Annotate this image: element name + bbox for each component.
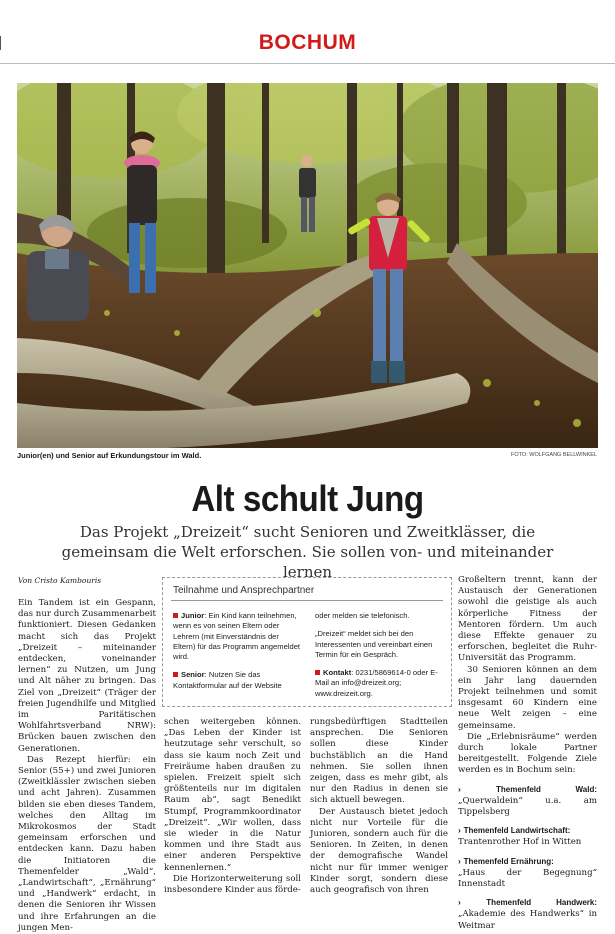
themenfeld-item xyxy=(458,897,597,932)
arrow-icon: › xyxy=(458,897,461,908)
bullet-square-icon xyxy=(173,613,178,618)
paragraph: Die „Erlebnisräume“ werden durch lokale Partner bereitgestellt. Folgende Ziele werden es in Bochum sein: xyxy=(458,731,597,776)
article-column-1 xyxy=(18,598,156,934)
article-column-4 xyxy=(458,575,597,932)
info-kontakt xyxy=(315,668,443,699)
arrow-icon: › xyxy=(458,825,461,836)
themenfeld-label: Themenfeld Landwirtschaft: xyxy=(463,826,571,836)
bullet-square-icon xyxy=(315,670,320,675)
themenfeld-item xyxy=(458,856,597,891)
forest-photo xyxy=(17,83,598,448)
info-senior-cont: oder melden sie telefonisch. xyxy=(315,611,410,620)
junior-label: Junior xyxy=(181,611,205,620)
arrow-icon: › xyxy=(458,855,461,866)
kontakt-label: Kontakt xyxy=(323,668,352,678)
paragraph: Ein Tandem ist ein Gespann, das nur durch Zusammenarbeit funktioniert. Diesen Gedanken macht sich das Projekt „Dreizeit – miteinander entdecken, voneinander lernen“ zu Nutzen, um Jung und Alt näher zu bringen. Das Ziel von „Dreizeit“ (Träger der freien Jugendhilfe und Mitglied im Paritätischen Wohlfahrtsverband NRW): Brücken bauen zwischen den Generationen. xyxy=(18,598,156,754)
themenfeld-text: „Haus der Begegnung“ Innenstadt xyxy=(458,867,597,890)
article-column-2 xyxy=(164,717,301,896)
info-dreizeit: „Dreizeit“ meldet sich bei den Interessenten und vereinbart einen Termin für ein Gespräch. xyxy=(315,629,433,659)
paragraph: rungsbedürftigen Stadtteilen ansprechen. Die Senioren sollen diese Kinder buchstäblich an die Hand nehmen. Sie sollen ihnen zeigen, dass es mehr gibt, als nur den Radius in denen sie sich aktuell bewegen. xyxy=(310,717,448,806)
info-box-column-left xyxy=(173,611,301,699)
kontakt-text: : 0231/5869614-0 oder E-Mail an info@dreizeit.org; www.dreizeit.org. xyxy=(315,668,438,698)
headline: Alt schult Jung xyxy=(191,478,424,519)
forest-photo-illustration xyxy=(17,83,598,448)
paragraph: Großeltern trennt, kann der Austausch der Generationen sowohl die geistige als auch körperliche Fitness der Mentoren fördern. Um auch diese Effekte genauer zu erforschen, begleitet die Ruhr-Universität das Programm. xyxy=(458,575,597,664)
photo-caption: Junior(en) und Senior auf Erkundungstour im Wald. xyxy=(17,451,202,460)
info-box-title: Teilnahme und Ansprechpartner xyxy=(173,585,315,596)
paragraph: Die Horizonterweiterung soll insbesondere Kinder aus förde- xyxy=(164,873,301,896)
subheadline: Das Projekt „Dreizeit“ sucht Senioren und Zweitklässer, die gemeinsam die Welt erforschen. Sie sollen von- und miteinander lernen xyxy=(61,523,554,581)
info-senior xyxy=(173,670,301,691)
info-junior xyxy=(173,611,301,662)
themenfeld-label: Themenfeld Handwerk: xyxy=(486,898,597,908)
article-column-3 xyxy=(310,717,448,896)
themenfeld-label: Themenfeld Ernährung: xyxy=(463,856,554,866)
paragraph: Das Rezept hierfür: ein Senior (55+) und zwei Junioren (Zweitklässler zwischen sieben und acht Jahren). Zusammen bilden sie eben dieses Tandem, welches den Alltag im Mikrokosmos der Stadt gemeinsam erforschen und entdecken kann. Dazu haben die Initiatoren die Themenfelder „Wald“, „Landwirtschaft“, „Ernährung“ und „Handwerk“ erdacht, in denen die Senioren ihr Wissen und ihre Erfahrungen an die jungen Men- xyxy=(18,754,156,933)
info-box-divider xyxy=(171,600,443,601)
themenfeld-text: Trantenrother Hof in Witten xyxy=(458,837,582,848)
section-title: BOCHUM xyxy=(258,31,357,54)
junior-text: : Ein Kind kann teilnehmen, wenn es von seinen Eltern oder Lehrern (mit Einverständnis der Eltern) für das Programm angemeldet wird. xyxy=(173,611,301,662)
paragraph: schen weitergeben können. „Das Leben der Kinder ist heutzutage sehr verschult, so dass sie kaum noch Zeit und Freiräume haben draußen zu spielen. Freizeit spielt sich größtenteils nur im digitalen Raum ab“, sagt Benedikt Stumpf, Programmkoordinator „Dreizeit“. „Wir wollen, dass sie wieder in die Natur kommen und ihre Stadt aus einer anderen Perspektive kennenlernen.“ xyxy=(164,717,301,873)
senior-text: : Nutzen Sie das Kontaktformular auf der Website xyxy=(173,670,282,690)
senior-label: Senior xyxy=(181,670,205,680)
paragraph: Der Austausch bietet jedoch nicht nur Vorteile für die Junioren, sondern auch für die Senioren. In Zeiten, in denen der demografische Wandel nicht nur für immer weniger Kinder sorgt, sondern diese auch geografisch von ihren xyxy=(310,806,448,896)
themenfeld-label: Themenfeld Wald: xyxy=(496,784,598,794)
themenfeld-item xyxy=(458,825,597,848)
themenfeld-text: „Akademie des Handwerks“ in Weitmar xyxy=(458,909,597,931)
paragraph: 30 Senioren können an dem ein Jahr lang dauernden Projekt teilnehmen und somit insgesamt 60 Kindern eine neue Welt zeigen – eine gemeinsame. xyxy=(458,664,597,731)
arrow-icon: › xyxy=(458,783,461,794)
author-byline: Von Cristo Kambouris xyxy=(18,576,102,585)
info-box xyxy=(162,577,452,707)
themenfeld-text: „Querwaldein“ u.a. am Tippelsberg xyxy=(458,795,597,818)
header-divider xyxy=(0,63,615,64)
themenfeld-item xyxy=(458,784,597,819)
info-box-column-right xyxy=(315,611,443,707)
bullet-square-icon xyxy=(173,672,178,677)
photo-credit: FOTO: WOLFGANG BELLWINKEL xyxy=(511,452,597,458)
